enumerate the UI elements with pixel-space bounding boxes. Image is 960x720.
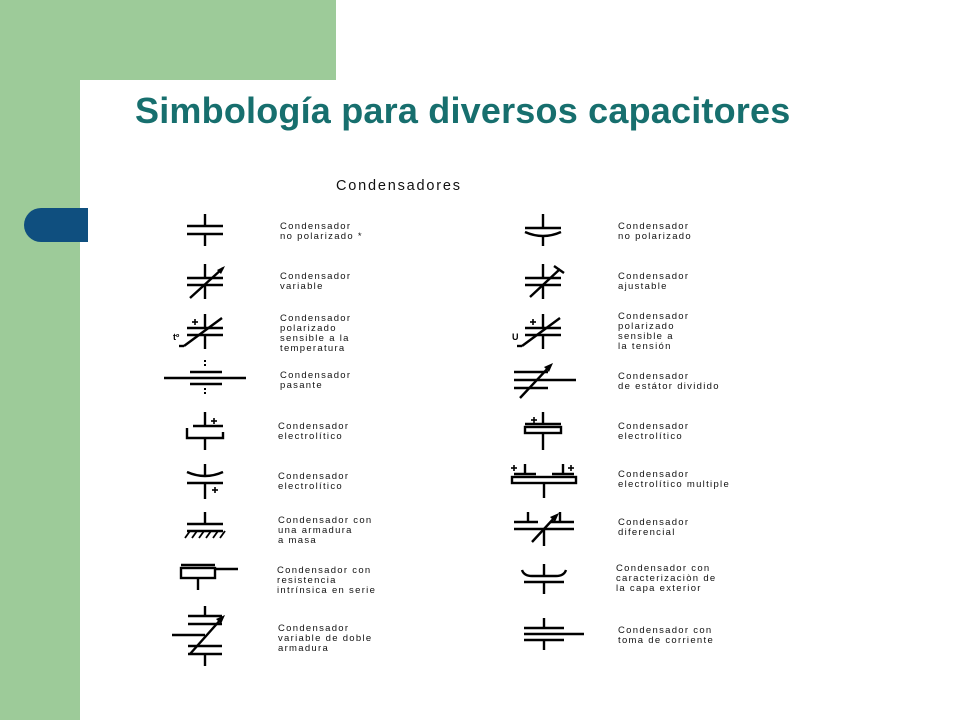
symbol-label: Condensador electrolítico [618, 421, 690, 442]
capacitor-variable-icon [170, 262, 240, 302]
symbol-label: Condensador diferencial [618, 517, 690, 538]
capacitor-tap-icon [508, 614, 588, 654]
symbol-label: Condensador no polarizado * [280, 221, 363, 242]
capacitor-feedthrough-icon [160, 358, 250, 398]
symbol-label: Condensador electrolítico [278, 471, 350, 492]
capacitor-nonpolarized-curved-icon [508, 210, 578, 250]
capacitor-electrolytic-alt-icon [170, 462, 240, 502]
capacitor-voltage-icon [508, 312, 578, 352]
background-green-top [0, 0, 336, 80]
capacitor-split-stator-icon [508, 360, 578, 402]
symbol-label: Condensador polarizado sensible a la temperatura [280, 313, 352, 354]
capacitor-electrolytic-multiple-icon [508, 460, 582, 500]
symbol-label: Condensador electrolítico multiple [618, 469, 731, 490]
capacitor-electrolytic-icon [170, 410, 240, 452]
slide-title: Simbología para diversos capacitores [135, 90, 791, 131]
capacitor-series-resistance-icon [170, 560, 242, 592]
symbol-label: Condensador de estátor dividido [618, 371, 720, 392]
capacitor-grounded-icon [170, 510, 240, 542]
capacitor-electrolytic-box-icon [508, 410, 578, 452]
symbol-label: Condensador con toma de corriente [618, 625, 715, 646]
symbol-label: Condensador pasante [280, 370, 352, 391]
capacitor-temperature-icon [170, 312, 240, 352]
symbol-label: Condensador variable [280, 271, 352, 292]
symbol-marker-text: U [512, 332, 519, 342]
capacitor-differential-icon [508, 508, 582, 548]
capacitor-double-variable-icon [168, 604, 248, 668]
symbol-label: Condensador electrolítico [278, 421, 350, 442]
symbol-label: Condensador polarizado sensible a la tensión [618, 311, 690, 352]
symbol-label: Condensador ajustable [618, 271, 690, 292]
symbol-label: Condensador con una armadura a masa [278, 515, 373, 546]
capacitor-nonpolarized-icon [170, 210, 240, 250]
background-green-band [0, 0, 80, 720]
decorative-tab [24, 208, 88, 242]
symbol-label: Condensador con caracterizaciòn de la capa exterior [616, 563, 717, 594]
figure-heading: Condensadores [336, 178, 462, 194]
symbol-label: Condensador no polarizado [618, 221, 692, 242]
capacitor-trimmer-icon [508, 262, 578, 302]
symbol-marker-text: tº [173, 332, 180, 342]
symbol-label: Condensador con resistencia intrínsica en serie [277, 565, 377, 596]
capacitor-outer-layer-icon [508, 560, 582, 596]
symbol-label: Condensador variable de doble armadura [278, 623, 373, 654]
